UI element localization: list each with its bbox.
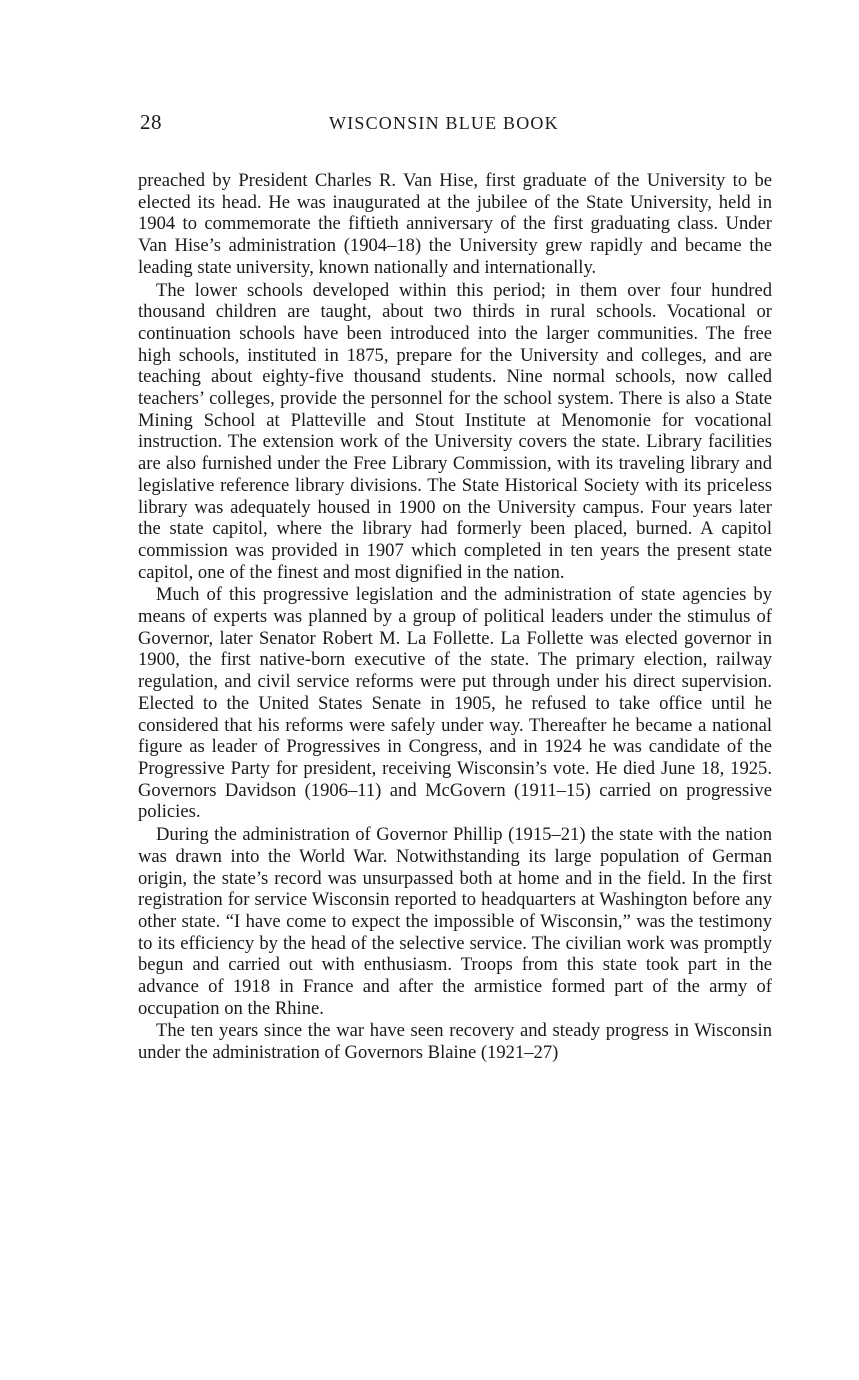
paragraph-world-war: During the administration of Governor Phillip (1915–21) the state with the nation was drawn into the World War. Notwithstanding its large population of German origin, the state’s record was unsurpassed both at home and in the field. In the first registration for service Wisconsin reported to headquarters at Washington before any other state. “I have come to expect the impossible of Wisconsin,” was the testimony to its efficiency by the head of the selective service. The civilian work was promptly begun and carried out with enthusiasm. Troops from this state took part in the advance of 1918 in France and after the armistice formed part of the army of occupation on the Rhine.: [138, 824, 772, 1019]
page-header: [140, 110, 772, 140]
page-number: 28: [140, 110, 162, 134]
paragraph-lower-schools: The lower schools developed within this period; in them over four hundred thousand children are taught, about two thirds in rural schools. Vocational or continuation schools have been introduced into the larger communities. The free high schools, instituted in 1875, prepare for the University and colleges, and are teaching about eighty-five thousand students. Nine normal schools, now called teachers’ colleges, provide the personnel for the school system. There is also a State Mining School at Platteville and Stout Institute at Menomonie for vocational instruction. The extension work of the University covers the state. Library facilities are also furnished under the Free Library Commission, with its traveling library and legislative reference library divisions. The State Historical Society with its priceless library was adequately housed in 1900 on the University campus. Four years later the state capitol, where the library had formerly been placed, burned. A capitol commission was provided in 1907 which completed in ten years the present state capitol, one of the finest and most dignified in the nation.: [138, 279, 772, 583]
body-text: [138, 170, 772, 1064]
paragraph-postwar: The ten years since the war have seen recovery and steady progress in Wisconsin under the administration of Governors Blaine (1921–27): [138, 1020, 772, 1064]
paragraph-van-hise: preached by President Charles R. Van Hise, first graduate of the University to be elected its head. He was inaugurated at the jubilee of the State University, held in 1904 to commemorate the fiftieth anniversary of the first graduating class. Under Van Hise’s administration (1904–18) the University grew rapidly and became the leading state university, known nationally and internationally.: [138, 170, 772, 278]
running-title: WISCONSIN BLUE BOOK: [329, 113, 559, 133]
paragraph-la-follette: Much of this progressive legislation and the administration of state agencies by means of experts was planned by a group of political leaders under the stimulus of Governor, later Senator Robert M. La Follette. La Follette was elected governor in 1900, the first native-born executive of the state. The primary election, railway regulation, and civil service reforms were put through under his direct supervision. Elected to the United States Senate in 1905, he refused to take office until he considered that his reforms were safely under way. Thereafter he became a national figure as leader of Progressives in Congress, and in 1924 he was candidate of the Progressive Party for president, receiving Wisconsin’s vote. He died June 18, 1925. Governors Davidson (1906–11) and McGovern (1911–15) carried on progressive policies.: [138, 584, 772, 823]
